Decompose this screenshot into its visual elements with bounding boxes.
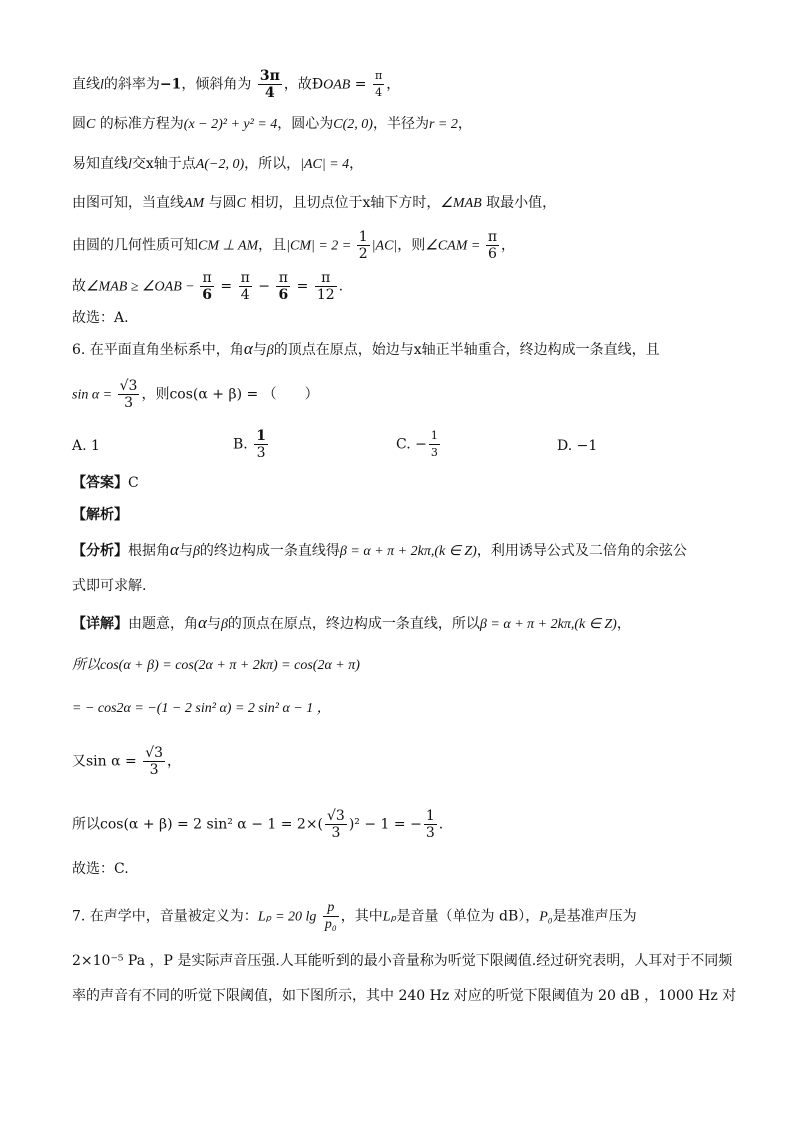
answer-tag: 【答案】: [72, 475, 128, 491]
fraction: [118, 378, 140, 411]
text: −: [253, 278, 275, 295]
sol5-line3: [72, 154, 363, 175]
analysis-tag: 【解析】: [72, 507, 128, 523]
option-label: B.: [233, 436, 248, 453]
text: 所以cos(α + β) = 2 sin² α − 1 = 2×(: [72, 816, 324, 833]
equation: = − cos2α = −(1 − 2 sin² α) = 2 sin² α − 1 ，: [72, 701, 331, 716]
text: ，: [167, 753, 182, 770]
text: 由题意，角: [128, 616, 198, 632]
formula: Lₚ = 20 lg: [257, 909, 317, 925]
q6-analysis-tag: [72, 505, 128, 525]
fraction: [429, 428, 440, 461]
numerator: π: [487, 229, 498, 245]
var-l: l: [100, 77, 104, 93]
fraction: [486, 229, 499, 262]
fraction: [315, 270, 337, 303]
beta: β: [266, 343, 274, 358]
text: 的斜率为: [103, 76, 160, 93]
text: ，所以，: [244, 156, 301, 172]
numerator: 1: [358, 229, 368, 245]
numerator: π: [200, 270, 214, 287]
text: ，则: [397, 237, 426, 254]
var-lp: Lₚ: [382, 909, 397, 925]
text: 由图可知，当直线: [72, 195, 184, 211]
var-p0: P₀: [539, 909, 553, 925]
numerator: 1: [425, 808, 435, 824]
text: ，: [501, 237, 516, 254]
denominator: p₀: [324, 917, 337, 932]
text: 与: [206, 616, 221, 632]
text: 由圆的几何性质可知: [72, 237, 198, 254]
slope-value: −1: [159, 76, 182, 93]
q7-line3: 率的声音有不同的听觉下限阈值，如下图所示，其中 240 Hz 对应的听觉下限阈值为 20 dB ，1000 Hz 对: [72, 988, 737, 1004]
fraction: [325, 808, 347, 841]
angle-oab: OAB: [323, 77, 351, 93]
sol5-line1: [72, 68, 400, 101]
denominator: 3: [430, 446, 438, 459]
text: ，倾斜角为: [181, 76, 252, 93]
q6-step3: [72, 745, 181, 778]
denominator: 3: [331, 825, 341, 841]
denominator: 6: [202, 287, 212, 303]
radius: r = 2: [428, 117, 458, 132]
numerator: π: [276, 270, 290, 287]
distance-ac: |AC| = 4: [300, 157, 350, 172]
distance-cm: |CM| = 2 =: [286, 238, 355, 254]
var-c: C: [236, 196, 247, 211]
q6-fenxi-cont: 式即可求解.: [72, 578, 147, 594]
fraction: [143, 745, 165, 778]
fraction: [258, 68, 282, 101]
text: =: [350, 76, 371, 93]
sol5-line6: [72, 270, 343, 303]
circle-center: C(2, 0): [333, 117, 373, 132]
text: ，且: [258, 237, 287, 254]
fraction: [373, 68, 384, 101]
fraction: [323, 900, 339, 933]
numerator: 1: [429, 428, 440, 445]
q7-line2: 2×10⁻⁵ Pa ，P 是实际声音压强.人耳能听到的最小音量称为听觉下限阈值.经过研究表明，人耳对于不同频: [72, 953, 733, 969]
beta: β: [192, 544, 200, 559]
denominator: 3: [425, 825, 435, 841]
text: 与: [252, 342, 267, 358]
text: 是基准声压为: [552, 908, 637, 925]
denominator: 4: [264, 85, 275, 101]
numerator: √3: [145, 745, 164, 761]
text: ，: [386, 76, 401, 93]
text: =: [292, 278, 313, 295]
denominator: 3: [149, 762, 159, 778]
denominator: 2: [358, 246, 368, 262]
denominator: 12: [316, 287, 335, 303]
text: 是音量（单位为 dB），: [396, 908, 540, 925]
text: =: [215, 278, 237, 295]
sol5-answer: 故选：A.: [72, 310, 129, 326]
text: ，利用诱导公式及二倍角的余弦公: [476, 543, 687, 559]
text: ，: [349, 156, 364, 172]
denominator: 3: [124, 395, 134, 411]
line-am: AM: [184, 196, 205, 211]
perpendicular: CM ⊥ AM: [198, 238, 259, 254]
q6-step2: [72, 698, 331, 719]
text: ，其中: [340, 908, 383, 925]
var-c: C: [86, 117, 96, 132]
text: ，圆心为: [277, 116, 334, 132]
text: ，故Ð: [283, 76, 324, 93]
text: 与: [178, 543, 193, 559]
question-ask: ，则cos(α + β) = （ ）: [141, 386, 319, 403]
option-label: C.: [396, 436, 411, 453]
denominator: 4: [240, 287, 250, 303]
equation: β = α + π + 2kπ,(k ∈ Z): [339, 544, 477, 559]
fraction: [276, 270, 290, 303]
numerator: π: [315, 270, 337, 287]
text: 的标准方程为: [95, 116, 184, 132]
fraction: [357, 229, 370, 262]
option-d: D. −1: [557, 438, 598, 454]
angle-cam: ∠CAM =: [425, 238, 484, 254]
text: 直线: [72, 76, 100, 93]
fraction: [239, 270, 252, 303]
q7-line1: [72, 900, 637, 933]
q6-final: 故选：C.: [72, 861, 129, 877]
equation: β = α + π + 2kπ,(k ∈ Z): [479, 617, 617, 632]
sin-alpha: sin α =: [72, 387, 116, 403]
denominator: 3: [256, 445, 266, 461]
text: 根据角: [128, 543, 170, 559]
distance-ac: |AC|: [371, 238, 398, 254]
numerator: π: [373, 68, 384, 85]
alpha: α: [243, 339, 253, 358]
denominator: 4: [375, 86, 383, 99]
numerator: 1: [256, 428, 266, 444]
text: 7. 在声学中，音量被定义为：: [72, 908, 258, 925]
text: 易知直线: [72, 156, 128, 172]
option-b: [233, 428, 270, 461]
point-a: A(−2, 0): [195, 157, 245, 172]
q6-step4: [72, 808, 443, 841]
text: .: [338, 278, 344, 295]
text: 的终边构成一条直线得: [199, 543, 340, 559]
text: 取最小值，: [481, 195, 557, 211]
equation: 所以cos(α + β) = cos(2α + π + 2kπ) = cos(2α + π): [72, 658, 360, 673]
xiangjie-tag: 【详解】: [72, 616, 128, 632]
fenxi-tag: 【分析】: [72, 543, 128, 559]
text: .: [438, 816, 444, 833]
numerator: 3π: [259, 68, 280, 84]
beta: β: [220, 617, 228, 632]
text: 的顶点在原点，始边与x轴正半轴重合，终边构成一条直线，且: [273, 342, 660, 358]
q6-step1: [72, 655, 360, 676]
q6-answer: [72, 473, 139, 493]
text: 故: [72, 278, 86, 295]
q6-xiangjie: [72, 613, 631, 635]
text: ，: [616, 616, 631, 632]
fraction: [424, 808, 437, 841]
denominator: 6: [487, 246, 497, 262]
text: 交x轴于点: [131, 156, 196, 172]
var-l: l: [128, 157, 132, 172]
inequality: ∠MAB ≥ ∠OAB −: [86, 279, 199, 295]
text: 相切，且切点位于x轴下方时，: [246, 195, 441, 211]
text: 6. 在平面直角坐标系中，角: [72, 342, 244, 358]
circle-equation: (x − 2)² + y² = 4: [183, 117, 278, 132]
numerator: √3: [119, 378, 138, 394]
option-a: A. 1: [72, 438, 100, 454]
text: )² − 1 = −: [348, 816, 422, 833]
denominator: 6: [278, 287, 289, 303]
q6-condition: [72, 378, 319, 411]
text: 的顶点在原点，终边构成一条直线，所以: [227, 616, 480, 632]
q6-fenxi: [72, 540, 687, 562]
q6-stem: [72, 339, 660, 361]
text: ，半径为: [372, 116, 429, 132]
minus-sign: −: [415, 436, 427, 453]
text: 与圆: [204, 195, 237, 211]
angle-mab: ∠MAB: [440, 196, 482, 211]
sol5-line5: [72, 229, 515, 262]
text: ，: [457, 116, 472, 132]
alpha: α: [170, 540, 179, 559]
numerator: p: [323, 900, 339, 917]
numerator: π: [240, 270, 250, 286]
option-c: [396, 428, 442, 461]
alpha: α: [198, 613, 207, 632]
text: 圆: [72, 116, 86, 132]
numerator: √3: [327, 808, 345, 824]
fraction: [200, 270, 214, 303]
fraction: [254, 428, 268, 461]
text: 又sin α =: [72, 753, 142, 770]
sol5-line2: [72, 114, 472, 135]
answer-value: C: [128, 475, 139, 491]
sol5-line4: [72, 193, 556, 214]
